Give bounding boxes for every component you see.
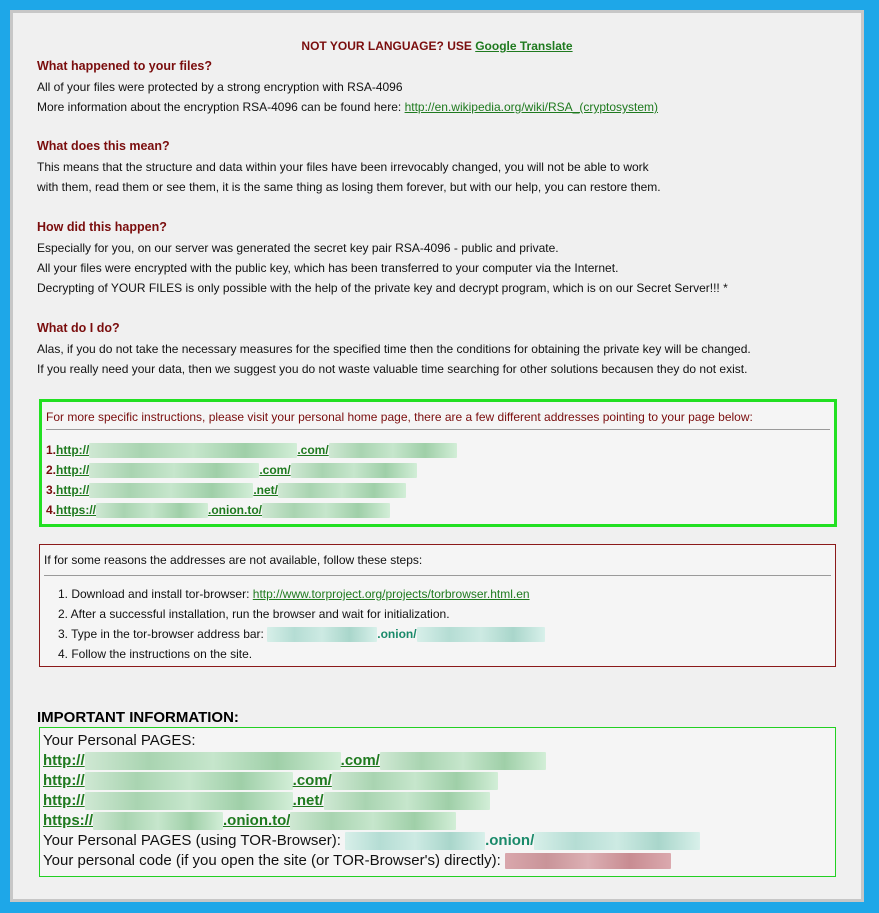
important-title: IMPORTANT INFORMATION: <box>37 709 239 726</box>
redacted-onion-host <box>267 627 377 642</box>
redacted-personal-code <box>505 853 671 869</box>
redacted-host <box>89 483 253 498</box>
link-scheme[interactable]: http:// <box>56 463 90 477</box>
redacted-host <box>96 503 208 518</box>
section-heading-what-happened: What happened to your files? <box>37 59 213 73</box>
link-number: 2. <box>46 463 57 477</box>
language-header <box>37 39 837 53</box>
redacted-host <box>89 463 259 478</box>
link-tld[interactable]: .net/ <box>253 483 279 497</box>
link-tld[interactable]: .onion.to/ <box>223 812 291 829</box>
link-scheme[interactable]: http:// <box>56 483 90 497</box>
redacted-path <box>417 627 545 642</box>
personal-page-link-3[interactable] <box>43 792 490 810</box>
link-tld[interactable]: .com/ <box>297 443 329 457</box>
section-text: Alas, if you do not take the necessary measures for the specified time then the conditions for obtaining the private key will be changed. <box>37 342 751 356</box>
redacted-path <box>278 483 406 498</box>
section-text: All of your files were protected by a strong encryption with RSA-4096 <box>37 80 403 94</box>
page-link-1[interactable] <box>46 443 457 458</box>
onion-suffix: .onion/ <box>485 832 535 849</box>
wikipedia-rsa-link[interactable]: http://en.wikipedia.org/wiki/RSA_(cryptosystem) <box>404 100 659 114</box>
redacted-path <box>534 832 700 850</box>
link-scheme[interactable]: https:// <box>43 812 93 829</box>
section-text: Decrypting of YOUR FILES is only possible with the help of the private key and decrypt program, which is on our Secret Server!!! * <box>37 281 728 295</box>
page-link-3[interactable] <box>46 483 406 498</box>
divider <box>46 429 830 430</box>
torproject-link[interactable]: http://www.torproject.org/projects/torbrowser.html.en <box>252 587 530 601</box>
section-heading-how-happen: How did this happen? <box>37 220 167 234</box>
section-text: If you really need your data, then we suggest you do not waste valuable time searching for other solutions becausen they do not exist. <box>37 362 748 376</box>
section-text: Especially for you, on our server was generated the secret key pair RSA-4096 - public and private. <box>37 241 559 255</box>
section-text: This means that the structure and data within your files have been irrevocably changed, you will not be able to work <box>37 160 649 174</box>
tor-step-1 <box>58 587 530 601</box>
language-prompt: NOT YOUR LANGUAGE? USE <box>301 39 472 53</box>
link-scheme[interactable]: https:// <box>56 503 97 517</box>
personal-page-link-4[interactable] <box>43 812 456 830</box>
ransom-note-window <box>10 10 864 902</box>
redacted-host <box>89 443 297 458</box>
link-scheme[interactable]: http:// <box>43 752 85 769</box>
tor-step-3 <box>58 627 545 642</box>
section-heading-what-do: What do I do? <box>37 321 120 335</box>
tor-step-4: 4. Follow the instructions on the site. <box>58 647 253 661</box>
onion-suffix: .onion/ <box>377 627 417 641</box>
redacted-host <box>93 812 223 830</box>
personal-code-label: Your personal code (if you open the site (or TOR-Browser's) directly): <box>43 852 501 869</box>
redacted-path <box>329 443 457 458</box>
link-number: 3. <box>46 483 57 497</box>
personal-page-link-1[interactable] <box>43 752 546 770</box>
redacted-host <box>85 792 293 810</box>
google-translate-link[interactable]: Google Translate <box>475 39 573 53</box>
section-text: All your files were encrypted with the public key, which has been transferred to your computer via the Internet. <box>37 261 619 275</box>
instructions-lead: For more specific instructions, please visit your personal home page, there are a few different addresses pointing to your page below: <box>46 410 753 424</box>
tor-step-2: 2. After a successful installation, run the browser and wait for initialization. <box>58 607 450 621</box>
redacted-path <box>380 752 546 770</box>
redacted-path <box>332 772 498 790</box>
tor-pages-label: Your Personal PAGES (using TOR-Browser): <box>43 832 341 849</box>
step-text: 3. Type in the tor-browser address bar: <box>58 627 264 641</box>
link-scheme[interactable]: http:// <box>56 443 90 457</box>
page-link-4[interactable] <box>46 503 390 518</box>
section-heading-what-mean: What does this mean? <box>37 139 170 153</box>
redacted-host <box>85 752 341 770</box>
tor-instructions-box <box>39 544 836 667</box>
page-link-2[interactable] <box>46 463 417 478</box>
redacted-host <box>85 772 293 790</box>
link-number: 4. <box>46 503 57 517</box>
tor-instructions-lead: If for some reasons the addresses are not available, follow these steps: <box>44 553 423 567</box>
redacted-path <box>290 812 456 830</box>
step-text: 1. Download and install tor-browser: <box>58 587 250 601</box>
link-tld[interactable]: .net/ <box>292 792 324 809</box>
important-info-box <box>39 727 836 877</box>
link-number: 1. <box>46 443 57 457</box>
divider <box>44 575 831 576</box>
link-scheme[interactable]: http:// <box>43 792 85 809</box>
personal-code-row <box>43 852 671 869</box>
link-tld[interactable]: .com/ <box>292 772 332 789</box>
link-tld[interactable]: .com/ <box>259 463 291 477</box>
personal-page-links-box <box>39 399 837 527</box>
redacted-path <box>291 463 417 478</box>
personal-page-link-2[interactable] <box>43 772 498 790</box>
link-tld[interactable]: .onion.to/ <box>208 503 262 517</box>
link-scheme[interactable]: http:// <box>43 772 85 789</box>
redacted-path <box>324 792 490 810</box>
redacted-onion-host <box>345 832 485 850</box>
link-tld[interactable]: .com/ <box>340 752 380 769</box>
tor-pages-row <box>43 832 700 850</box>
personal-pages-label: Your Personal PAGES: <box>43 732 196 749</box>
section-text: with them, read them or see them, it is the same thing as losing them forever, but with our help, you can restore them. <box>37 180 661 194</box>
redacted-path <box>262 503 390 518</box>
section-text <box>37 100 658 114</box>
section-text: More information about the encryption RSA-4096 can be found here: <box>37 100 402 114</box>
